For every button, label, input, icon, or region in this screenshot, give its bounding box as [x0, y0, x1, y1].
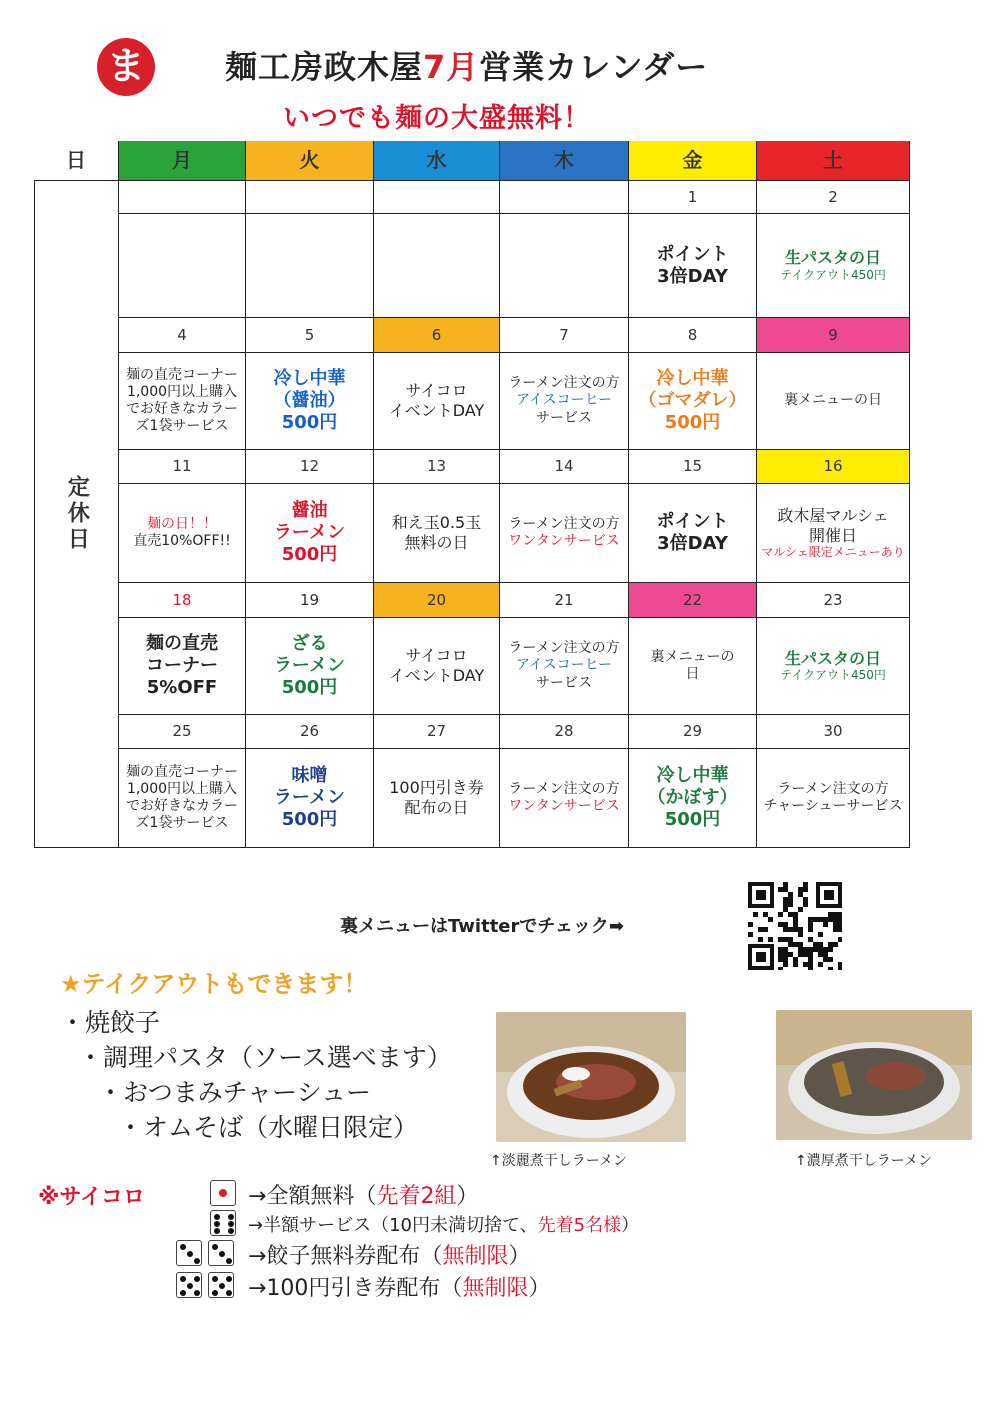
date-number: 27 [426, 722, 447, 741]
weekday-label: 日 [66, 148, 86, 173]
rule-text: →半額サービス（10円未満切捨て、 [248, 1215, 538, 1236]
date-cell [757, 181, 910, 214]
rule-text: →100円引き券配布（ [248, 1276, 463, 1301]
event-line: 500円 [664, 808, 721, 830]
dice-pip [219, 1189, 227, 1197]
event-line: 直売10%OFF!! [133, 533, 231, 549]
event-line: コーナー [146, 655, 218, 677]
date-number: 11 [172, 457, 192, 476]
dice-pip [214, 1228, 220, 1234]
dice-pip [226, 1290, 232, 1296]
dice-pip [212, 1244, 218, 1250]
event-cell [374, 618, 500, 715]
date-number: 6 [431, 325, 442, 344]
qr-code-icon[interactable] [748, 882, 842, 970]
event-line: サービス [536, 674, 592, 691]
date-number: 4 [177, 325, 187, 344]
takeout-item: ・おつまみチャーシュー [98, 1078, 372, 1107]
date-cell [246, 450, 374, 484]
date-cell [246, 318, 374, 353]
event-line: チャーシューサービス [763, 798, 903, 814]
event-cell [374, 214, 500, 318]
date-cell [500, 715, 629, 749]
date-number: 7 [559, 325, 569, 344]
event-line: ポイント [656, 243, 729, 265]
date-cell [374, 181, 500, 214]
takeout-title: ★テイクアウトもできます！ [60, 970, 368, 998]
date-number: 30 [823, 722, 843, 741]
dice-three-icon [208, 1240, 234, 1266]
event-line: ラーメン [273, 787, 346, 809]
event-line: テイクアウト450円 [780, 267, 886, 282]
event-cell [246, 353, 374, 450]
event-line: ワンタンサービス [508, 798, 620, 814]
event-line: ラーメン注文の方 [508, 640, 620, 657]
event-line: 麺の直売コーナー [126, 763, 238, 780]
event-line: 日 [685, 666, 700, 682]
title-rest: 営業カレンダー [479, 48, 709, 86]
date-number: 29 [682, 722, 703, 741]
dice-rule [248, 1211, 639, 1237]
event-line: サービス [536, 409, 592, 426]
event-cell [119, 749, 246, 848]
dice-pip [219, 1283, 225, 1289]
weekday-header [500, 141, 629, 181]
event-line: 500円 [664, 411, 721, 433]
event-line: 100円引き券 [389, 778, 484, 798]
event-line: 500円 [281, 808, 338, 830]
dice-rule [248, 1271, 550, 1302]
date-number: 25 [172, 722, 192, 741]
date-cell [374, 450, 500, 484]
dice-pip [228, 1228, 234, 1234]
event-line: サイコロ [405, 381, 468, 401]
date-number: 28 [554, 722, 574, 741]
event-line: ラーメン [273, 655, 346, 677]
dice-pip [214, 1221, 220, 1227]
date-cell [500, 181, 629, 214]
dice-five-icon [208, 1272, 234, 1298]
event-line: アイスコーヒー [515, 657, 613, 674]
takeout-item: ・オムそば（水曜日限定） [118, 1113, 419, 1142]
event-line: 生パスタの日 [784, 248, 881, 268]
date-cell [246, 715, 374, 749]
event-line: 冷し中華 [656, 368, 729, 390]
date-cell [500, 318, 629, 353]
event-line: でお好きなカラー [126, 798, 238, 814]
rule-end: ） [528, 1276, 551, 1301]
dice-pip [228, 1221, 234, 1227]
photo-caption: ↑濃厚煮干しラーメン [795, 1153, 933, 1169]
twitter-note: 裏メニューはTwitterでチェック➡ [340, 916, 624, 937]
event-line: 醤油 [291, 500, 328, 522]
weekday-header [629, 141, 757, 181]
event-line: マルシェ限定メニューあり [761, 545, 905, 560]
takeout-item: ・調理パスタ（ソース選べます） [78, 1043, 452, 1072]
date-cell [629, 715, 757, 749]
date-cell [629, 318, 757, 353]
dice-one-icon [210, 1180, 236, 1206]
date-number: 19 [299, 590, 320, 609]
dice-pip [214, 1214, 220, 1220]
date-cell [629, 181, 757, 214]
date-cell [500, 583, 629, 618]
title-main: 麺工房政木屋 [225, 48, 424, 86]
event-line: イベントDAY [388, 666, 485, 685]
event-line: 1,000円以上購入 [126, 383, 238, 400]
event-line: ラーメン注文の方 [508, 515, 620, 532]
event-line: ズ1袋サービス [135, 418, 229, 435]
event-line: 配布の日 [404, 798, 469, 817]
weekday-label: 火 [299, 148, 320, 173]
event-line: ズ1袋サービス [135, 815, 229, 832]
photo-caption: ↑淡麗煮干しラーメン [490, 1153, 628, 1169]
event-line: でお好きなカラー [126, 401, 238, 417]
event-cell [757, 353, 910, 450]
dice-rule [248, 1239, 530, 1270]
event-line: アイスコーヒー [515, 392, 613, 409]
dice-pip [180, 1276, 186, 1282]
date-number: 5 [304, 325, 315, 344]
event-cell [629, 214, 757, 318]
event-line: ラーメン注文の方 [777, 780, 889, 797]
event-cell [500, 618, 629, 715]
date-number: 22 [682, 590, 703, 609]
dice-rule [248, 1179, 478, 1210]
event-line: 味噌 [291, 765, 328, 787]
event-line: 冷し中華 [656, 765, 729, 787]
event-cell [629, 484, 757, 583]
closed-label: 定休日 [64, 475, 90, 553]
takeout-item: ・焼餃子 [60, 1008, 161, 1037]
event-cell [500, 749, 629, 848]
event-line: ざる [291, 633, 328, 655]
event-line: テイクアウト450円 [780, 668, 886, 683]
event-line: ラーメン [273, 522, 346, 544]
weekday-header [374, 141, 500, 181]
date-cell [119, 450, 246, 484]
event-line: （ゴマダレ） [638, 390, 747, 412]
rule-highlight: 無制限 [442, 1244, 509, 1269]
rule-highlight: 先着5名様 [537, 1215, 622, 1236]
date-number: 2 [828, 187, 838, 206]
date-cell [757, 318, 910, 353]
dice-pip [194, 1290, 200, 1296]
weekday-label: 金 [682, 148, 703, 173]
rule-text: →全額無料（ [248, 1184, 377, 1209]
event-line: サイコロ [405, 646, 468, 666]
date-cell [374, 318, 500, 353]
event-line: 生パスタの日 [784, 648, 881, 668]
event-line: 5%OFF [146, 676, 218, 698]
weekday-header [757, 141, 910, 181]
event-cell [629, 618, 757, 715]
date-number: 20 [426, 590, 447, 609]
event-cell [629, 749, 757, 848]
event-line: 500円 [281, 543, 338, 565]
date-number: 18 [172, 590, 192, 609]
event-line: （醤油） [273, 390, 346, 412]
event-cell [246, 484, 374, 583]
event-line: ワンタンサービス [508, 533, 620, 549]
date-cell [374, 715, 500, 749]
date-cell [629, 450, 757, 484]
date-number: 9 [828, 325, 838, 344]
dice-pip [194, 1276, 200, 1282]
event-cell [119, 618, 246, 715]
ramen-photo-noukou [776, 1010, 972, 1140]
event-cell [757, 618, 910, 715]
page-title [225, 42, 745, 88]
date-cell [757, 450, 910, 484]
event-cell [246, 214, 374, 318]
dice-pip [180, 1290, 186, 1296]
date-number: 8 [687, 325, 698, 344]
event-cell [374, 749, 500, 848]
event-line: 麺の直売 [146, 633, 218, 655]
event-cell [500, 484, 629, 583]
event-line: 3倍DAY [657, 265, 728, 287]
event-cell [246, 749, 374, 848]
event-line: 500円 [281, 676, 338, 698]
dice-pip [226, 1276, 232, 1282]
dice-pip [226, 1258, 232, 1264]
event-line: （かぼす） [647, 787, 738, 809]
event-line: 麺の直売コーナー [126, 366, 238, 383]
ramen-photo-tanrei [496, 1012, 686, 1142]
dice-five-icon [176, 1272, 202, 1298]
event-line: 和え玉0.5玉 [391, 513, 482, 533]
rule-end: ） [508, 1244, 531, 1269]
dice-pip [187, 1283, 193, 1289]
event-cell [500, 214, 629, 318]
event-line: 裏メニューの [650, 648, 735, 665]
date-number: 14 [554, 457, 574, 476]
event-cell [119, 214, 246, 318]
date-number: 16 [823, 457, 843, 476]
subtitle: いつでも麺の大盛無料！ [283, 103, 591, 134]
event-cell [119, 353, 246, 450]
date-cell [246, 583, 374, 618]
date-cell [500, 450, 629, 484]
date-cell [119, 318, 246, 353]
dice-three-icon [176, 1240, 202, 1266]
dice-label: ※サイコロ [38, 1185, 145, 1210]
dice-pip [212, 1276, 218, 1282]
event-line: ラーメン注文の方 [508, 780, 620, 797]
weekday-label: 木 [554, 148, 574, 173]
date-cell [119, 715, 246, 749]
date-number: 15 [682, 457, 703, 476]
weekday-label: 月 [172, 148, 192, 173]
event-line: 政木屋マルシェ [777, 506, 889, 526]
event-cell [374, 353, 500, 450]
date-number: 23 [823, 590, 843, 609]
event-cell [757, 214, 910, 318]
rule-highlight: 無制限 [462, 1276, 529, 1301]
business-calendar [34, 141, 910, 848]
date-cell [629, 583, 757, 618]
date-number: 21 [554, 590, 574, 609]
date-number: 12 [299, 457, 320, 476]
rule-text: →餃子無料券配布（ [248, 1244, 443, 1269]
dice-pip [219, 1251, 225, 1257]
date-number: 1 [687, 187, 698, 206]
dice-pip [180, 1244, 186, 1250]
shop-logo: ま [97, 38, 155, 96]
dice-six-icon [210, 1210, 236, 1236]
event-line: ポイント [656, 511, 729, 533]
event-line: 麺の日！！ [147, 515, 217, 532]
event-cell [500, 353, 629, 450]
event-line: 1,000円以上購入 [126, 780, 238, 797]
weekday-header [119, 141, 246, 181]
weekday-header [246, 141, 374, 181]
dice-pip [187, 1251, 193, 1257]
event-cell [119, 484, 246, 583]
date-cell [374, 583, 500, 618]
date-cell [119, 583, 246, 618]
event-line: 無料の日 [404, 533, 469, 552]
date-cell [757, 583, 910, 618]
event-line: 開催日 [808, 525, 857, 545]
event-line: 500円 [281, 411, 338, 433]
dice-pip [228, 1214, 234, 1220]
date-cell [119, 181, 246, 214]
event-line: 冷し中華 [273, 368, 346, 390]
event-line: 裏メニューの日 [784, 392, 882, 409]
rule-highlight: 先着2組 [376, 1184, 457, 1209]
event-cell [374, 484, 500, 583]
event-line: 3倍DAY [657, 533, 728, 554]
date-number: 13 [426, 457, 447, 476]
dice-pip [194, 1258, 200, 1264]
title-month: 7月 [423, 48, 480, 86]
event-line: イベントDAY [388, 401, 485, 420]
event-cell [757, 484, 910, 583]
closed-day-column [34, 181, 119, 848]
rule-end: ） [456, 1184, 479, 1209]
event-cell [629, 353, 757, 450]
rule-end: ） [621, 1215, 640, 1236]
event-line: ラーメン注文の方 [508, 375, 620, 392]
date-number: 26 [299, 722, 320, 741]
date-cell [757, 715, 910, 749]
dice-pip [212, 1290, 218, 1296]
weekday-label: 水 [426, 148, 447, 173]
event-cell [246, 618, 374, 715]
event-cell [757, 749, 910, 848]
weekday-header [34, 141, 119, 181]
weekday-label: 土 [823, 148, 843, 173]
date-cell [246, 181, 374, 214]
